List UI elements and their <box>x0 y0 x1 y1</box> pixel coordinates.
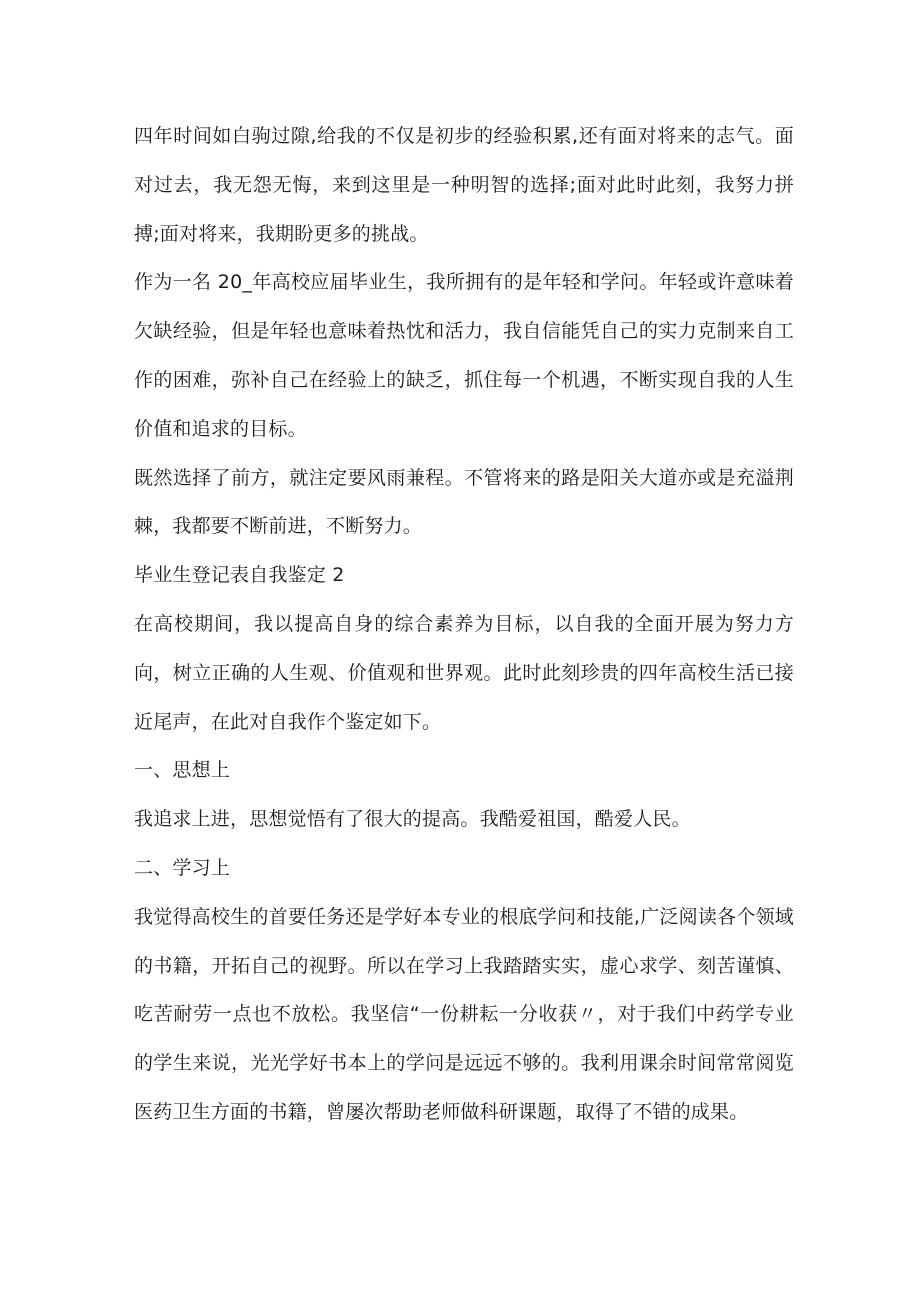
document-body <box>134 112 794 1137</box>
subheading-study: 二、学习上 <box>134 856 231 879</box>
section-heading: 毕业生登记表自我鉴定 2 <box>134 564 345 587</box>
paragraph-university: 在高校期间，我以提高自身的综合素养为目标，以自我的全面开展为努力方向，树立正确的人生观、价值观和世界观。此时此刻珍贵的四年高校生活已接近尾声，在此对自我作个鉴定如下。 <box>134 612 794 733</box>
paragraph-study: 我觉得高校生的首要任务还是学好本专业的根底学问和技能,广泛阅读各个领域的书籍，开拓自己的视野。所以在学习上我踏踏实实，虚心求学、刻苦谨慎、吃苦耐劳一点也不放松。我坚信“一份耕耘一分收获〃，对于我们中药学专业的学生来说，光光学好书本上的学问是远远不够的。我利用课余时间常常阅览医药卫生方面的书籍，曾屡次帮助老师做科研课题，取得了不错的成果。 <box>134 905 794 1123</box>
paragraph-graduate: 作为一名 20_年高校应届毕业生，我所拥有的是年轻和学问。年轻或许意味着欠缺经验，但是年轻也意味着热忱和活力，我自信能凭自己的实力克制来自工作的困难，弥补自己在经验上的缺乏，抓住每一个机遇，不断实现自我的人生价值和追求的目标。 <box>134 271 794 440</box>
paragraph-intro: 四年时间如白驹过隙,给我的不仅是初步的经验积累,还有面对将来的志气。面对过去，我无怨无悔，来到这里是一种明智的选择;面对此时此刻，我努力拼搏;面对将来，我期盼更多的挑战。 <box>134 125 794 245</box>
paragraph-thought: 我追求上进，思想觉悟有了很大的提高。我酷爱祖国，酷爱人民。 <box>134 808 691 831</box>
subheading-thought: 一、思想上 <box>134 759 231 782</box>
paragraph-forward: 既然选择了前方，就注定要风雨兼程。不管将来的路是阳关大道亦或是充溢荆棘，我都要不断前进，不断努力。 <box>134 466 794 538</box>
